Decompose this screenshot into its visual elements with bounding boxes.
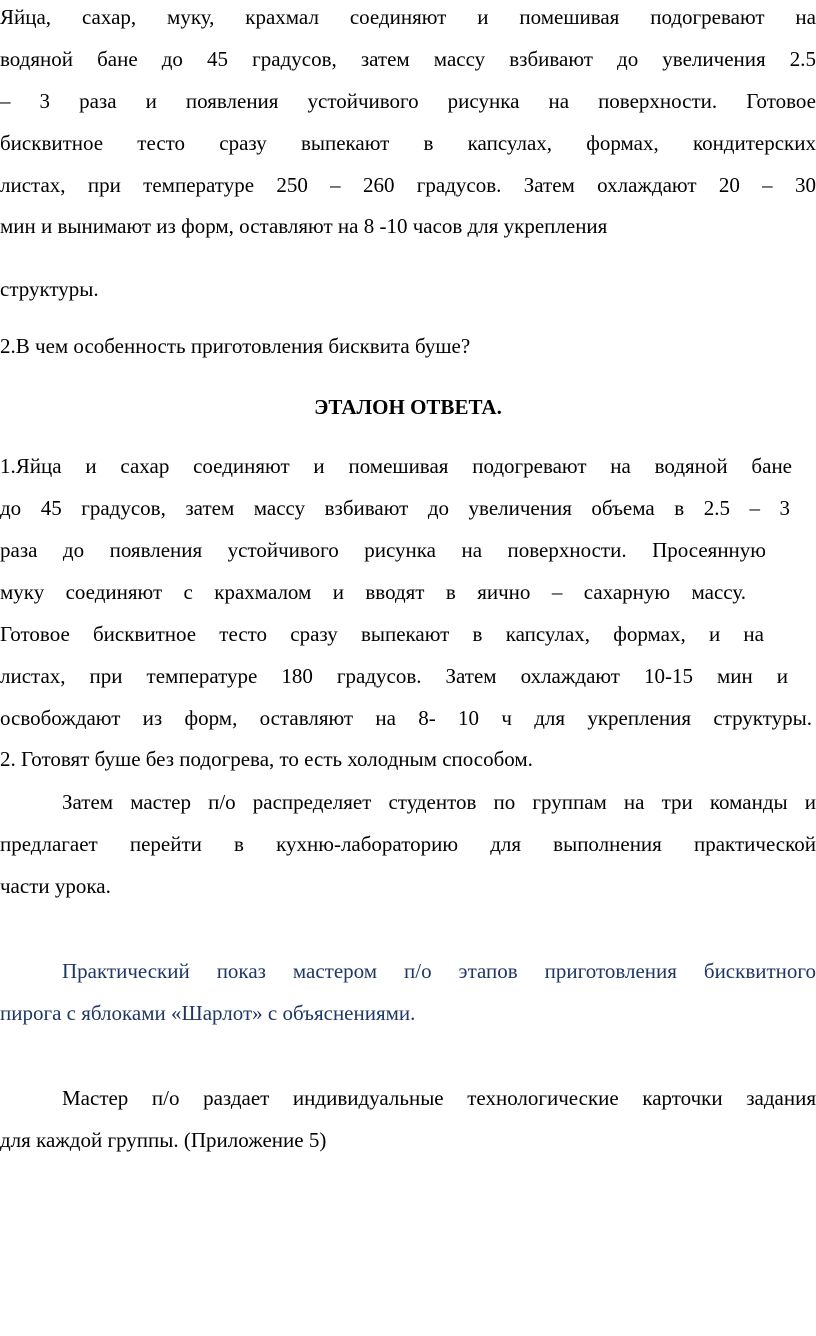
teams-line-3: части урока. [0,874,111,898]
teams-line-1: Затем мастер п/о распределяет студентов по группам на три команды и [62,790,816,814]
cards-line-2: для каждой группы. (Приложение 5) [0,1128,327,1152]
answer-line-2: до 45 градусов, затем массу взбивают до увеличения объема в 2.5 – 3 [0,496,790,520]
answer-line-8: 2. Готовят буше без подогрева, то есть холодным способом. [0,747,533,771]
practical-heading-line-2: пирога с яблоками «Шарлот» с объяснениями. [0,1001,416,1025]
question-2: 2.В чем особенность приготовления бисквита буше? [0,334,471,358]
answer-line-6: листах, при температуре 180 градусов. Затем охлаждают 10-15 мин и [0,664,788,688]
intro-line-3: – 3 раза и появления устойчивого рисунка на поверхности. Готовое [0,89,816,113]
intro-line-4: бисквитное тесто сразу выпекают в капсулах, формах, кондитерских [0,131,816,155]
answer-line-5: Готовое бисквитное тесто сразу выпекают в капсулах, формах, и на [0,622,764,646]
cards-line-1: Мастер п/о раздает индивидуальные технологические карточки задания [62,1086,816,1110]
answer-line-7: освобождают из форм, оставляют на 8- 10 ч для укрепления структуры. [0,706,812,730]
teams-line-2: предлагает перейти в кухню-лабораторию для выполнения практической [0,832,816,856]
answer-line-1: 1.Яйца и сахар соединяют и помешивая подогревают на водяной бане [0,454,792,478]
answer-line-3: раза до появления устойчивого рисунка на поверхности. Просеянную [0,538,766,562]
answer-line-4: муку соединяют с крахмалом и вводят в яично – сахарную массу. [0,580,746,604]
intro-line-7: структуры. [0,277,99,301]
intro-line-6: мин и вынимают из форм, оставляют на 8 -10 часов для укрепления [0,214,608,238]
practical-heading-line-1: Практический показ мастером п/о этапов приготовления бисквитного [62,959,816,983]
answer-heading: ЭТАЛОН ОТВЕТА. [314,395,502,419]
intro-line-5: листах, при температуре 250 – 260 градусов. Затем охлаждают 20 – 30 [0,173,816,197]
intro-line-1: Яйца, сахар, муку, крахмал соединяют и помешивая подогревают на [0,5,816,29]
intro-line-2: водяной бане до 45 градусов, затем массу взбивают до увеличения 2.5 [0,47,816,71]
